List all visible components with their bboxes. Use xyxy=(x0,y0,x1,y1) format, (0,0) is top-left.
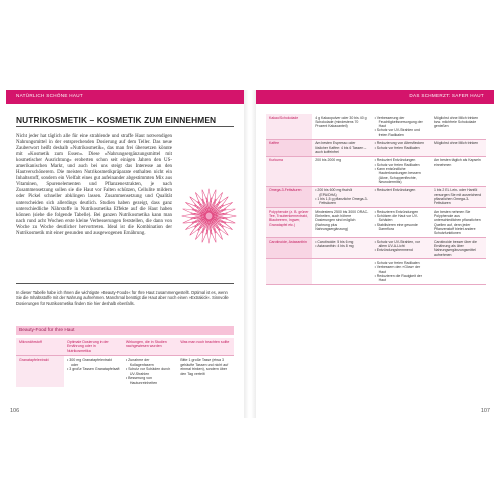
bullet-item: • Reduzieren Entzündungen xyxy=(374,209,419,214)
bullet-item: • Zunahme der Kollagenfasern xyxy=(125,358,154,367)
left-page xyxy=(6,90,244,418)
bullet-item: • Reduziert Entzündungen xyxy=(374,158,416,163)
table-cell xyxy=(64,356,123,388)
table-cell: Möglichst ohne Milch trinken xyxy=(431,139,486,156)
bullet-item: • Reduzierung von Altersflecken xyxy=(374,141,425,146)
table-cell xyxy=(372,259,431,285)
beauty-food-header xyxy=(16,326,234,335)
bullet-item: • Stabilisieren eine gesunde Darmflora xyxy=(374,222,418,231)
table-cell xyxy=(372,114,431,139)
table-cell xyxy=(372,208,431,238)
table-cell xyxy=(312,238,371,259)
column-header: Optimale Dosierung in der Ernährung oder in Nutrikosmetika xyxy=(64,338,123,356)
left-header-band xyxy=(6,90,244,104)
column-header: Wirkungen, die in Studien nachgewiesen wurden xyxy=(123,338,178,356)
bullet-item: • 300 mg Granatapfelextrakt oder xyxy=(66,358,112,367)
bullet-item: • Entzündungshemmend xyxy=(374,248,413,253)
nutrient-name-cell: Polyphenole (z. B. grüner Tee, Traubenkernextrakt, Blaubeeren, Ingwer, Granatapfel etc.) xyxy=(266,208,312,238)
table-row xyxy=(266,238,486,259)
nutrient-name-cell: Omega-3-Fettsäuren xyxy=(266,186,312,207)
flower-illustration xyxy=(178,185,240,247)
nutrient-name-cell: Kaffee xyxy=(266,139,312,156)
bullet-item: • Verbesserung der Feuchtigkeitsversorgung der Haut xyxy=(374,115,423,129)
article-title: NUTRIKOSMETIK – KOSMETIK ZUM EINNEHMEN xyxy=(16,115,217,125)
bullet-item: • Reduziert Entzündungen xyxy=(374,188,416,193)
table-cell xyxy=(312,259,371,285)
table-row xyxy=(16,356,234,388)
bullet-item: • Schutz vor Schäden durch UV-Strahlen xyxy=(125,367,171,376)
bullet-item: • Carotinoide: 5 bis 6 mg xyxy=(315,239,354,244)
bullet-item: • Schutz vor freien Radikalen xyxy=(374,145,420,150)
article-body: Nicht jeder hat täglich alle für eine strahlende und straffe Haut notwendigen Nahrungsmittel in der entsprechenden Dosierung auf dem Teller. Das neue Zauberwort heißt deshalb »Nutrikosmetik«, das man frei übersetzen könnte mit »Kosmetik zum Essen«. Diese »Nahrungsergänzungsmittel mit kosmetischer Ausrichtung« eroberten schon seit einigen Jahren den US-amerikanischen Markt, und auch bei uns steigt das Interesse an den Hautverschönerern. Die meisten Nutrikosmetikpräparate enthalten nicht ein Inhaltsstoff, sondern ein Vielfalt eines gut aufeinander abgestimmten Mix aus Vitaminen, Spurenelementen und Pflanzenextrakten, je nach Zusammensetzung sollen sie die Haut vor Falten schützen, Cellulite mildern oder Pickel schneller abklingen lassen. Zusammensetzung und Qualität unterscheiden sich allerdings deutlich. Studien haben gezeigt, dass ganz unterschiedliche Nährstoffe in Nutrikosmetika Effekte auf die Haut haben können (siehe die folgende Tabelle). Bei ganzen Nutrikosmetika kann man nach rund acht Wochen erste kleine Verbesserungen feststellen, die dann von Woche zu Woche deutlicher hervortreten. Ideal ist die Kombination der Nutrikosmetik mit einer gesunden und ausgewogenen Ernährung. xyxy=(16,134,172,236)
bullet-item: • Schutz vor UV-Strahlen, vor allem UV-A-Licht xyxy=(374,239,420,248)
table-cell: Am besten täglich als Kapseln einnehmen xyxy=(431,156,486,186)
table-cell: Bitte 1 große Tasse (etwa 3 gehäufte Tassen und nicht auf einmal trinken), sondern über den Tag verteilt xyxy=(177,356,234,388)
bullet-item: • 3 große Tassen Granatapfelsaft xyxy=(66,367,120,372)
bullet-item: • Schützen die Haut vor UV-Schäden xyxy=(374,213,419,223)
nutrient-name-cell xyxy=(266,259,312,285)
table-row xyxy=(266,139,486,156)
title-rule xyxy=(16,126,234,127)
table-cell xyxy=(372,186,431,207)
table-cell xyxy=(372,156,431,186)
table-cell: Am besten Espresso oder löslicher Kaffee: 4 bis 6 Tassen – auch koffeinfrei xyxy=(312,139,371,156)
table-cell: Möglichst ohne Milch trinken bzw. milchfreie Schokolade genießen xyxy=(431,114,486,139)
nutrient-name-cell: Kurkuma xyxy=(266,156,312,186)
table-row xyxy=(266,114,486,139)
table-cell: 200 bis 2000 mg xyxy=(312,156,371,186)
table-row xyxy=(266,186,486,207)
bullet-item: • Schutz vor freien Radikalen xyxy=(374,162,420,167)
right-header-text: DAS SCHMERZT: SAFER HAUT xyxy=(409,93,484,98)
table-cell: Mindestens 2500 bis 3000 ORAC-Einheiten, auch höhere Dosierungen sind möglich (Nahrung plus Nahrungsergänzung) xyxy=(312,208,371,238)
bullet-item: • Kann entzündliche Hauterkrankungen bessern (Akne, Schuppenflechte, Neurodermitis) xyxy=(374,166,421,184)
bullet-item: • Schutz vor UV-Strahlen und freien Radikalen xyxy=(374,128,420,137)
table-cell xyxy=(372,139,431,156)
bullet-item: • 1 bis 1,5 g pflanzliche Omega-3-Fettsäuren xyxy=(315,196,368,206)
bullet-item: • 200 bis 600 mg fischöl (EPA/DHA) xyxy=(315,188,353,197)
beauty-food-title: Beauty-Food für Ihre Haut xyxy=(19,328,75,333)
book-gutter xyxy=(244,90,256,418)
table-cell xyxy=(372,238,431,259)
table-cell: Am besten nehmen Sie Polyphenole aus unterschiedlichen pflanzlichen Quellen auf, denn jeder Pflanzenstoff bietet andere Schutzfunktionen xyxy=(431,208,486,238)
nutrient-table xyxy=(266,114,486,285)
right-header-band xyxy=(256,90,494,104)
left-header-text: NATÜRLICH SCHÖNE HAUT xyxy=(16,93,83,98)
bullet-item: • Verbessern den »Glow« der Haut xyxy=(374,265,421,274)
nutrient-name-cell: Kakao/Schokolade xyxy=(266,114,312,139)
table-row xyxy=(266,208,486,238)
table-intro: In dieser Tabelle habe ich Ihnen die wichtigste »Beauty-Foods« für Ihre Haut zusammengestellt. Optimal ist es, wenn Sie die Inhaltsstoffe mit der Nahrung aufnehmen. Manchmal benötigt die Haut aber noch einen »Extrakick«. Sinnvolle Dosierungen für Nutrikosmetika finden Sie hier deshalb ebenfalls. xyxy=(16,290,229,306)
right-page xyxy=(256,90,494,418)
table-cell xyxy=(312,186,371,207)
nutrient-name-cell: Granatapfelextrakt xyxy=(16,356,64,388)
page-number-left: 106 xyxy=(10,408,20,414)
column-header: Was man noch beachten sollte xyxy=(177,338,234,356)
column-header: Mikronährstoff xyxy=(16,338,64,356)
table-cell xyxy=(431,259,486,285)
table-row xyxy=(266,259,486,285)
nutrient-name-cell: Carotinoide, Astaxanthin xyxy=(266,238,312,259)
table-cell: 4 g Kakaopulver oder 30 bis 40 g Schokolade (mindestens 70 Prozent Kakaoanteil) xyxy=(312,114,371,139)
bullet-item: • Besserung von Hautunreinheiten xyxy=(125,376,158,385)
table-cell: Carotinoide besser über die Ernährung als über Nahrungsergänzungsmittel aufnehmen xyxy=(431,238,486,259)
page-number-right: 107 xyxy=(480,408,490,414)
beauty-food-table xyxy=(16,338,234,387)
bullet-item: • Reduzieren die Rauigkeit der Haut xyxy=(374,273,422,283)
table-cell xyxy=(123,356,178,388)
bullet-item: • Schutz vor freien Radikalen xyxy=(374,261,420,266)
bullet-item: • Astaxanthin: 4 bis 8 mg xyxy=(315,243,354,248)
section-rule xyxy=(16,283,234,284)
table-cell: 1 bis 2 EL Lein- oder Hanföl versorgen Sie mit ausreichend pflanzlichen Omega-3-Fettsäuren xyxy=(431,186,486,207)
table-header-row xyxy=(16,338,234,356)
table-row xyxy=(266,156,486,186)
